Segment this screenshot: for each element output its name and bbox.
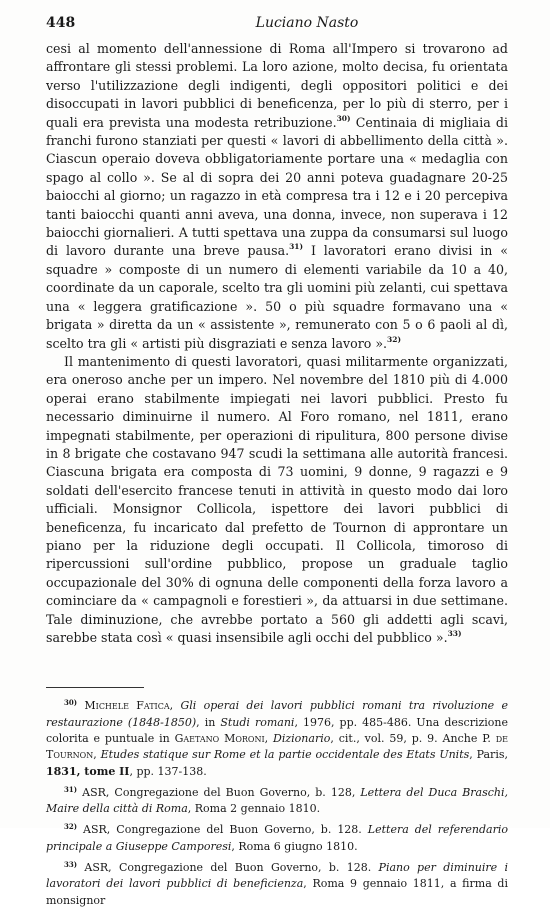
text-run: Il mantenimento di questi lavoratori, quasi militarmente organizzati, era oneroso anche per un impero. Nel novembre del 1810 più di 4.000 operai erano stabilmente impiegati nei lavori pubblici. Presto fu necessario diminuirne il numero. Al Foro romano, nel 1811, erano impegnati stabilmente, per operazioni di ripulitura, 800 persone divise in 8 brigate che costavano 947 scudi la settimana alle autorità francesi. Ciascuna brigata era composta di 73 uomini, 9 donne, 9 ragazzi e 9 soldati dell'esercito francese tenuti in attività in questo modo dai loro ufficiali. Monsignor Collicola, ispettore dei lavori pubblici di beneficenza, fu incaricato dal prefetto de Tournon di approntare un piano per la riduzione degli occupati. Il Collicola, timoroso di ripercussioni sull'ordine pubblico, propose un graduale taglio occupazionale del 30% di ognuna delle componenti della forza lavoro a cominciare da « campagnoli e forestieri », da attuarsi in due settimane. Tale diminuzione, che avrebbe portato a 560 gli addetti agli scavi, sarebbe stata così « quasi insensibile agli occhi del pubblico ».	[46, 353, 508, 645]
text-run: Centinaia di migliaia di franchi furono stanziati per questi « lavori di abbellimento della città ». Ciascun operaio doveva obbligatoriamente portare una « medaglia con spago al collo ». Se al di sopra dei 20 anni poteva guadagnare 20-25 baiocchi al giorno; un ragazzo in età compresa tra i 12 e i 20 percepiva tanti baiocchi quanti anni aveva, una donna, invece, non superava i 12 baiocchi giornalieri. A tutti spettava una zuppa da consumarsi sul luogo di lavoro durante una breve pausa.	[46, 114, 508, 259]
footnote-text-run: , pp. 137-138.	[129, 764, 207, 778]
footnote-ref: 33)	[447, 629, 462, 638]
footnote-text-run: ,	[93, 748, 101, 762]
footnote-text-run: Studi romani	[220, 715, 295, 729]
footnote-text-run: , cit., vol. 59, p. 9. Anche	[330, 732, 483, 745]
footnote-text-run: Michele Fatica	[84, 699, 170, 713]
footnote-text-run: Gli operai dei lavori pubblici romani tra rivoluzione e restaurazione (1848-1850)	[46, 699, 509, 729]
footnote-text-run: Piano per diminuire i lavoratori dei lavori pubblici di beneficienza	[46, 861, 508, 891]
paragraph-2	[46, 353, 508, 648]
footnote-text-run: Lettera del referendario principale a Giuseppe Camporesi	[46, 823, 509, 853]
running-head: Luciano Nasto	[255, 15, 359, 31]
footnote-number: 30)	[64, 698, 78, 708]
footnote-number: 32)	[64, 822, 78, 832]
footnote-text-run: ,	[264, 732, 274, 745]
footnote-rule	[46, 687, 144, 688]
footnotes	[46, 698, 508, 909]
footnote-text-run: Dizionario	[273, 732, 331, 745]
footnote-number: 31)	[64, 784, 78, 794]
text-run: I lavoratori erano divisi in « squadre » composte di un numero di elementi variabile da 10 a 40, coordinate da un caporale, scelto tra gli uomini più zelanti, cui spettava una « leggera gratificazione ». 50 o più squadre formavano una « brigata » diretta da un « assistente », remunerato con 5 o 6 paoli al dì, scelto tra gli « artisti più disgraziati e senza lavoro ».	[46, 243, 508, 351]
footnote-ref: 32)	[387, 334, 402, 344]
footnote-text-run: Gaetano Moroni	[174, 732, 265, 745]
footnote-ref: 31)	[289, 242, 304, 252]
footnote-text-run: , 1976, pp. 485-486. Una descrizione colorita e puntuale in	[46, 715, 509, 745]
paragraph-1	[46, 40, 508, 353]
footnote-text-run: ASR, Congregazione del Buon Governo, b. 128.	[83, 823, 368, 837]
footnote-33	[46, 860, 508, 909]
footnote-text-run: Etudes statique sur Rome et la partie occidentale des Etats Units	[100, 748, 470, 762]
footnote-text-run: ,	[169, 699, 181, 713]
footnote-text-run: 1831, tome II	[46, 764, 130, 778]
footnote-text-run: , Roma 2 gennaio 1810.	[187, 802, 321, 816]
footnote-text-run: , in	[196, 715, 221, 729]
footnote-text-run: ASR, Congregazione del Buon Governo, b. 128.	[84, 861, 379, 875]
footnote-text-run: P. de Tournon	[46, 732, 508, 762]
page-number: 448	[46, 15, 76, 31]
footnote-30	[46, 698, 508, 779]
footnote-ref: 30)	[336, 113, 351, 123]
text-run: cesi al momento dell'annessione di Roma all'Impero si trovarono ad affrontare gli stessi problemi. La loro azione, molto decisa, fu orientata verso l'utilizzazione degli indigenti, degli oppositori politici e dei disoccupati in lavori pubblici di beneficenza, per lo più di sterro, per i quali era prevista una modesta retribuzione.	[46, 41, 508, 130]
footnote-text-run: Lettera del Duca Braschi, Maire della città di Roma	[46, 785, 509, 816]
footnote-text-run: , Paris,	[469, 748, 508, 762]
body-text	[46, 40, 508, 647]
footnote-text-run: , Roma 9 gennaio 1811, a firma di monsignor	[46, 877, 508, 907]
page-header	[46, 12, 508, 34]
footnote-number: 33)	[64, 860, 78, 870]
footnote-32	[46, 822, 508, 855]
footnote-31	[46, 785, 508, 818]
footnote-text-run: , Roma 6 giugno 1810.	[231, 839, 358, 853]
footnote-text-run: ASR, Congregazione del Buon Governo, b. 128,	[82, 785, 361, 799]
